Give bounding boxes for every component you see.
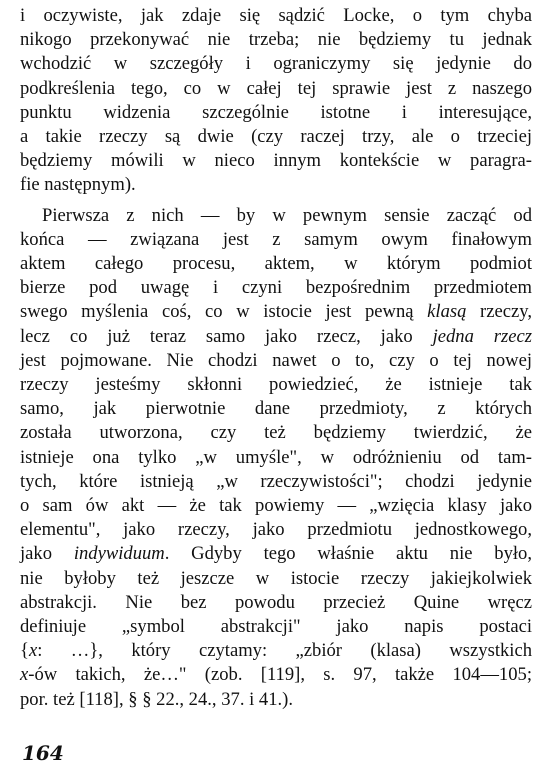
text-line: Pierwsza z nich — by w pewnym sensie zacząć od (42, 204, 532, 226)
text-line: por. też [118], § § 22., 24., 37. i 41.). (20, 688, 294, 710)
text-line: definiuje „symbol abstrakcji" jako napis postaci (20, 616, 532, 637)
text-line: końca — związana jest z samym owym finałowym (20, 228, 532, 250)
text-line: {x: …}, który czytamy: „zbiór (klasa) wszystkich (20, 640, 532, 662)
emphasis: jedna rzecz (432, 325, 532, 347)
emphasis: klasą (427, 301, 467, 323)
text-line: lecz co już teraz samo jako rzecz, jako jedna rzecz (20, 325, 532, 347)
emphasis: indywiduum (73, 543, 165, 565)
text-line: punktu widzenia szczególnie istotne i interesujące, (20, 101, 532, 123)
text-line: podkreślenia tego, co w całej tej sprawie jest z naszego (20, 77, 532, 99)
text-line: została utworzona, czy też będziemy twierdzić, że (20, 422, 532, 444)
text-line: i oczywiste, jak zdaje się sądzić Locke, o tym chyba (20, 5, 532, 26)
text-line: aktem całego procesu, aktem, w którym podmiot (20, 253, 532, 274)
text-line: wchodzić w szczegóły i ograniczymy się jedynie do (20, 53, 532, 75)
text-line: bierze pod uwagę i czyni bezpośrednim przedmiotem (20, 277, 532, 299)
text-line: będziemy mówili w nieco innym kontekście w paragra- (20, 150, 532, 172)
text-line: a takie rzeczy są dwie (czy raczej trzy, ale o trzeciej (20, 126, 532, 147)
text-line: o sam ów akt — że tak powiemy — „wzięcia klasy jako (20, 495, 532, 516)
book-page (20, 2, 532, 772)
text-line: elementu", jako rzeczy, jako przedmiotu jednostkowego, (20, 519, 532, 541)
text-line: jest pojmowane. Nie chodzi nawet o to, czy o tej nowej (20, 349, 532, 371)
emphasis: x (28, 640, 38, 662)
text-line: fie następnym). (20, 174, 136, 196)
emphasis: x (20, 664, 29, 686)
text-line: x-ów takich, że…" (zob. [119], s. 97, także 104—105; (20, 664, 532, 686)
text-line: tych, które istnieją „w rzeczywistości"; chodzi jedynie (20, 470, 532, 492)
text-line: jako indywiduum. Gdyby tego właśnie aktu nie było, (20, 543, 532, 565)
text-line: swego myślenia coś, co w istocie jest pewną klasą rzeczy, (20, 301, 532, 323)
text-line: nikogo przekonywać nie trzeba; nie będziemy tu jednak (20, 29, 532, 51)
text-line: samo, jak pierwotnie dane przedmioty, z których (20, 398, 532, 420)
text-line: abstrakcji. Nie bez powodu przecież Quine wręcz (20, 591, 532, 613)
text-line: nie byłoby też jeszcze w istocie rzeczy jakiejkolwiek (20, 567, 532, 589)
text-line: rzeczy jesteśmy skłonni powiedzieć, że istnieje tak (20, 374, 532, 395)
text-line: istnieje ona tylko „w umyśle", w odróżnieniu od tam- (20, 446, 532, 468)
page-number: 164 (22, 741, 64, 765)
